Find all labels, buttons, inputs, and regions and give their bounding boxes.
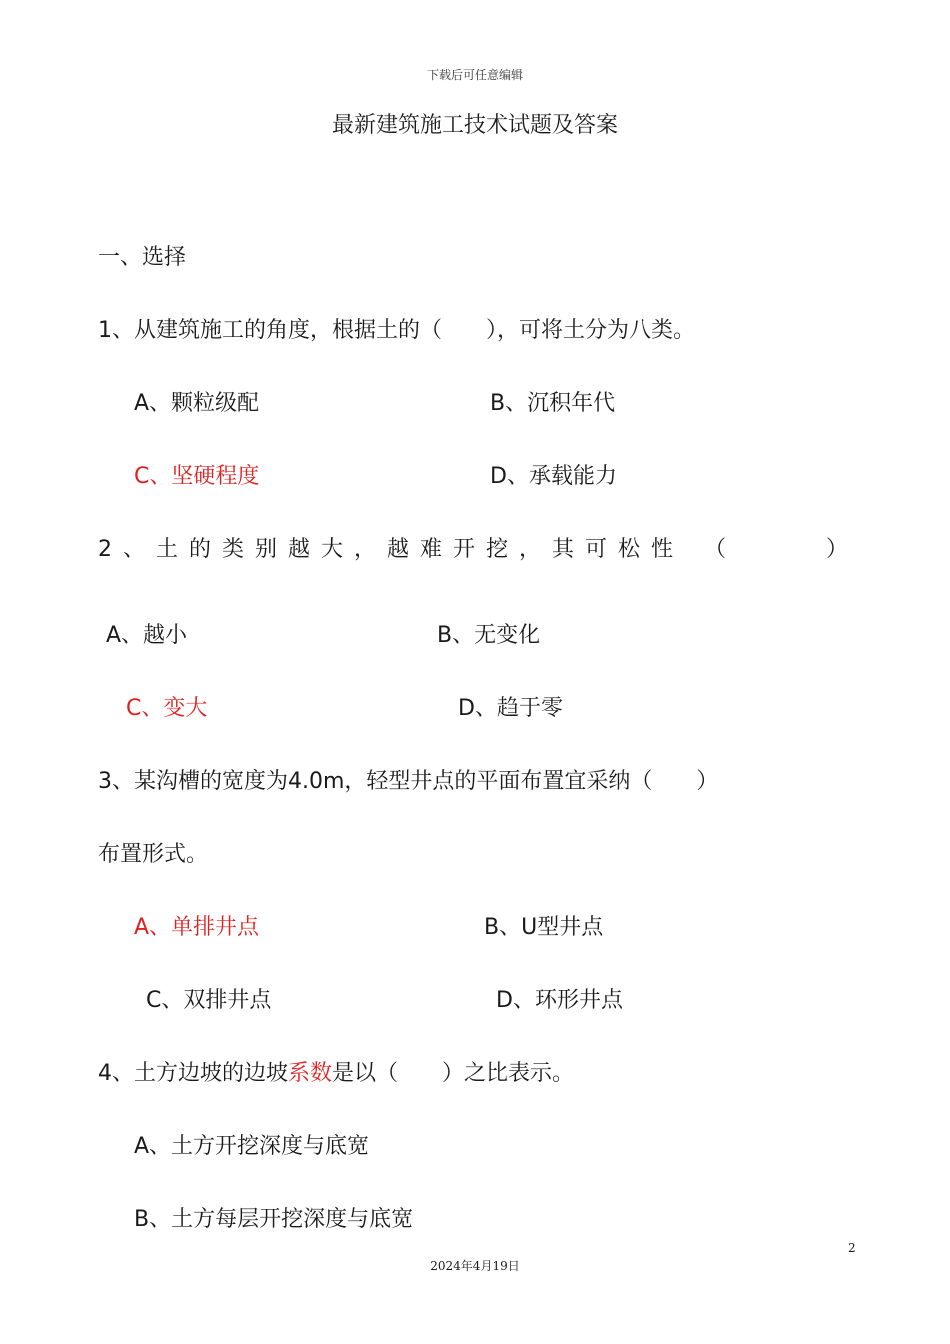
page-number: 2 [848, 1241, 856, 1255]
question-1-option-d: D、承载能力 [490, 464, 617, 489]
question-1-option-a: A、颗粒级配 [134, 391, 260, 416]
question-3-option-b: B、U型井点 [484, 915, 604, 940]
question-3-option-d: D、环形井点 [496, 988, 623, 1013]
question-3-text-continued: 布置形式。 [98, 842, 209, 867]
question-4-text [98, 1056, 574, 1087]
page-footer-date: 2024年4月19日 [430, 1259, 520, 1273]
question-2-option-b: B、无变化 [437, 623, 541, 648]
question-4-option-a: A、土方开挖深度与底宽 [134, 1134, 370, 1159]
question-3-option-a-answer: A、单排井点 [134, 915, 260, 940]
question-1-option-b: B、沉积年代 [490, 391, 616, 416]
question-2-option-d: D、趋于零 [458, 696, 563, 721]
question-1-option-c-answer: C、坚硬程度 [134, 464, 260, 489]
document-title: 最新建筑施工技术试题及答案 [331, 113, 618, 138]
question-4-text-before: 4、土方边坡的边坡 [98, 1061, 288, 1086]
question-2-option-a: A、越小 [106, 623, 188, 648]
question-2-paren-close: ） [826, 537, 849, 562]
question-3-option-c: C、双排井点 [146, 988, 272, 1013]
question-2-option-c-answer: C、变大 [126, 696, 208, 721]
question-4-text-highlight: 系数 [288, 1061, 333, 1086]
question-2-text: 2、土的类别越大，越难开挖，其可松性 [98, 537, 684, 562]
question-1-text: 1、从建筑施工的角度，根据土的（ ），可将土分为八类。 [98, 318, 695, 343]
question-4-text-after: 是以（ ）之比表示。 [332, 1061, 575, 1086]
question-2-paren-open: （ [704, 537, 727, 562]
question-3-text: 3、某沟槽的宽度为4.0m，轻型井点的平面布置宜采纳（ ） [98, 769, 719, 794]
question-4-option-b: B、土方每层开挖深度与底宽 [134, 1207, 414, 1232]
section-heading: 一、选择 [98, 245, 187, 270]
page-header: 下载后可任意编辑 [426, 68, 523, 82]
